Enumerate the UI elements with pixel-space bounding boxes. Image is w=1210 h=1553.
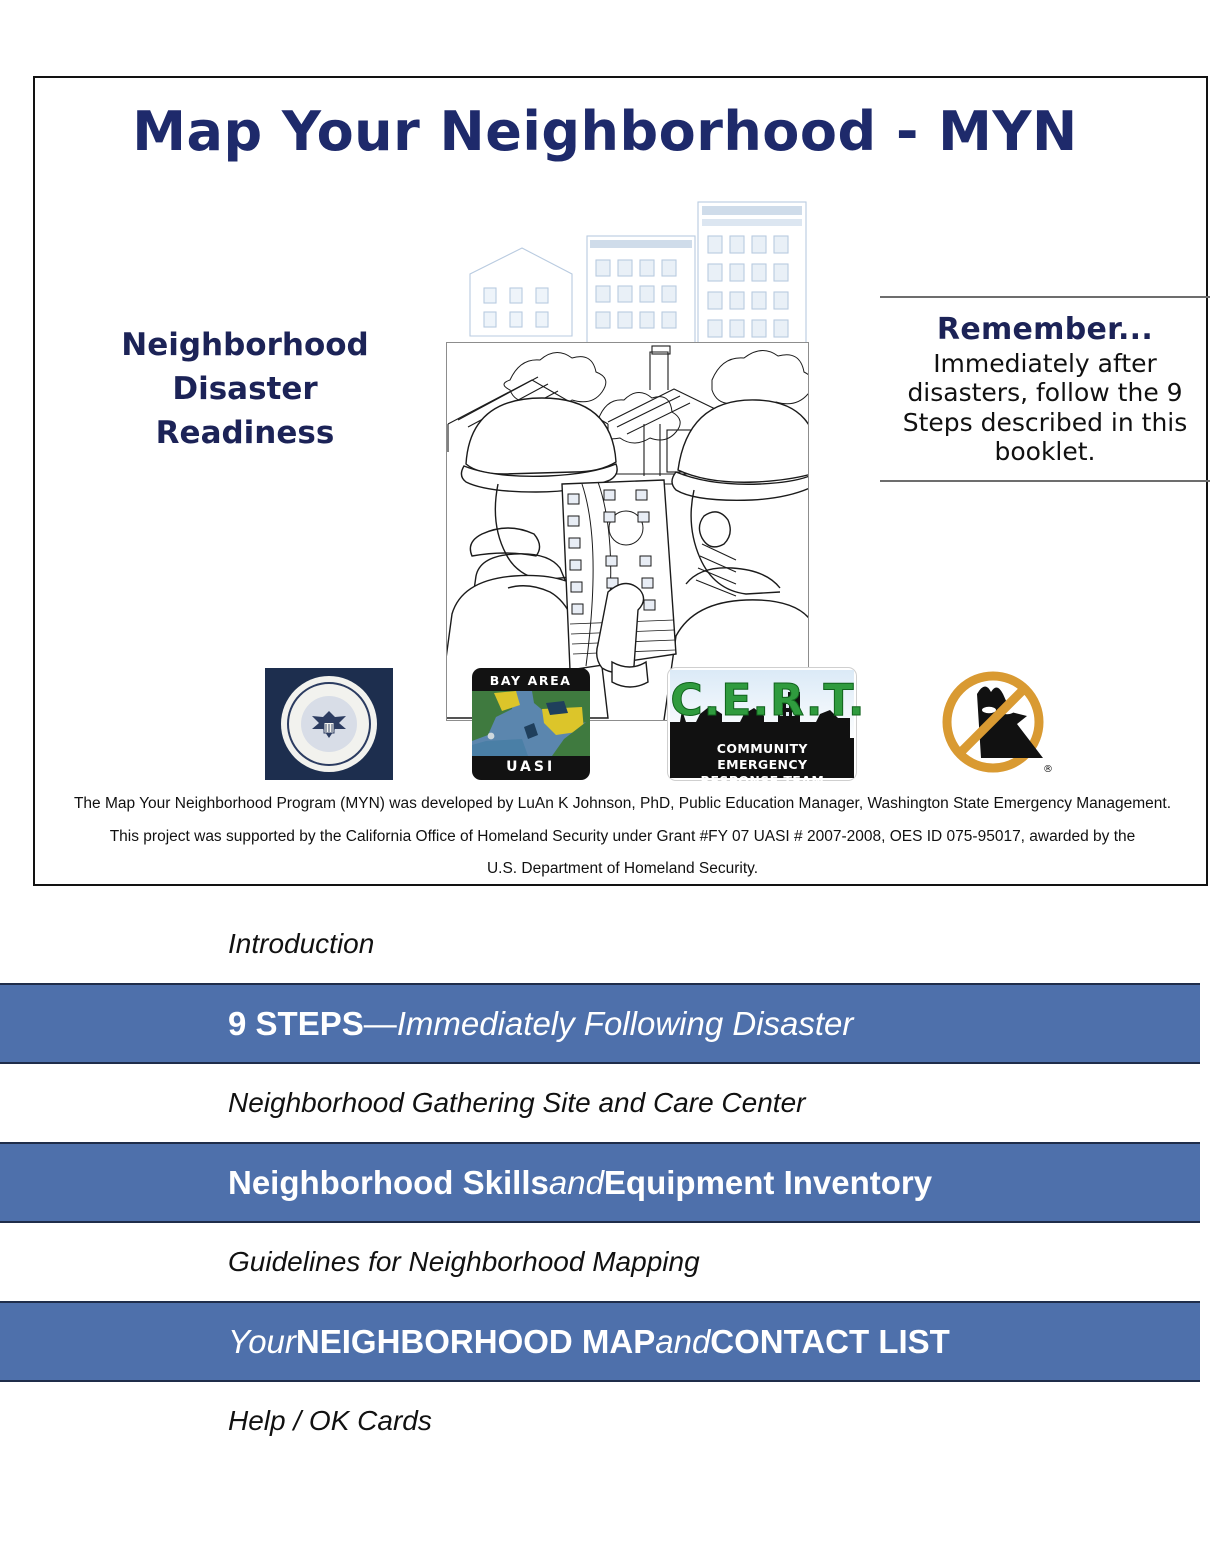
cover-subtitle-line-3: Readiness xyxy=(155,415,335,452)
toc-label-part: 9 STEPS xyxy=(228,1004,364,1042)
toc-label: Help / OK Cards xyxy=(228,1405,432,1436)
toc-label: Neighborhood Gathering Site and Care Center xyxy=(228,1087,806,1118)
toc-item-introduction[interactable] xyxy=(0,905,1200,983)
cert-band-line-1: COMMUNITY EMERGENCY xyxy=(716,741,808,772)
cover-subtitle xyxy=(80,323,410,455)
dhs-logo xyxy=(265,668,393,780)
toc-item-mapping-guidelines[interactable] xyxy=(0,1223,1200,1301)
toc-label-part: Immediately Following Disaster xyxy=(396,1004,854,1042)
credits-block xyxy=(65,796,1180,877)
uasi-top-label: BAY AREA xyxy=(489,673,572,688)
toc-label-part: Your xyxy=(228,1322,296,1360)
remember-body: Immediately after disasters, follow the 9 Steps described in this booklet. xyxy=(902,349,1188,466)
table-of-contents xyxy=(0,905,1200,1460)
page-title: Map Your Neighborhood - MYN xyxy=(132,100,1078,163)
toc-label-part: Neighborhood Skills xyxy=(228,1163,549,1201)
remember-panel xyxy=(880,296,1210,482)
cert-logo xyxy=(668,668,866,788)
credits-line-3: U.S. Department of Homeland Security. xyxy=(486,860,759,877)
cover-subtitle-line-2: Disaster xyxy=(172,371,318,408)
uasi-bottom-label: UASI xyxy=(506,759,556,775)
remember-rule-top xyxy=(880,296,1210,298)
toc-item-map-contact-list[interactable] xyxy=(0,1301,1200,1382)
credits-line-2: This project was supported by the California Office of Homeland Security under Grant #FY 07 UASI # 2007-2008, OES ID 075-95017, awarded by the xyxy=(109,827,1136,845)
cover-subtitle-line-1: Neighborhood xyxy=(121,327,369,363)
toc-item-gathering-site[interactable] xyxy=(0,1064,1200,1142)
cert-band-line-2: RESPONSE TEAM xyxy=(700,773,825,788)
no-burglar-icon xyxy=(935,666,1055,782)
dhs-seal-icon xyxy=(281,676,377,772)
toc-label-part: and xyxy=(655,1322,711,1360)
bay-area-satellite-map-icon xyxy=(472,691,590,756)
toc-item-9-steps[interactable] xyxy=(0,983,1200,1064)
registered-mark: ® xyxy=(1042,764,1053,775)
toc-item-skills-inventory[interactable] xyxy=(0,1142,1200,1223)
remember-title: Remember... xyxy=(936,312,1154,347)
eagle-icon xyxy=(306,707,352,743)
toc-label: Introduction xyxy=(228,928,375,959)
cert-band xyxy=(670,738,854,788)
bay-area-uasi-logo xyxy=(472,668,590,780)
toc-label-part: Equipment Inventory xyxy=(603,1163,933,1201)
toc-label-part: and xyxy=(548,1163,604,1201)
cover-illustration xyxy=(412,184,809,721)
cover-panel xyxy=(33,76,1208,886)
toc-label-part: NEIGHBORHOOD MAP xyxy=(295,1322,656,1360)
toc-item-help-ok-cards[interactable] xyxy=(0,1382,1200,1460)
cert-wordmark: C.E.R.T. xyxy=(670,675,866,726)
toc-label-part: CONTACT LIST xyxy=(710,1322,950,1360)
logo-row xyxy=(265,664,1055,788)
credits-line-1: The Map Your Neighborhood Program (MYN) was developed by LuAn K Johnson, PhD, Public Education Manager, Washington State Emergency Management. xyxy=(73,795,1172,812)
remember-rule-bottom xyxy=(880,480,1210,482)
toc-label-part: — xyxy=(363,1004,397,1042)
neighborhood-watch-logo xyxy=(935,666,1055,782)
toc-label: Guidelines for Neighborhood Mapping xyxy=(228,1246,700,1277)
